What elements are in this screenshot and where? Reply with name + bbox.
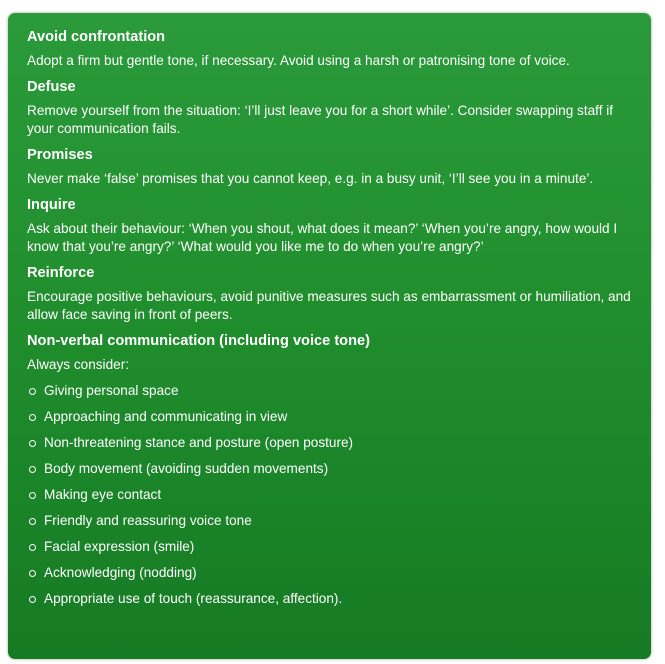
list-item-text: Body movement (avoiding sudden movements) [44,461,329,476]
section-text-defuse: Remove yourself from the situation: ‘I’ll just leave you for a short while’. Consider swapping staff if your communication fails. [27,103,614,136]
list-item [27,378,639,404]
list-item [27,482,639,508]
list-item-text: Facial expression (smile) [44,539,195,554]
section-heading-promises: Promises [27,147,93,163]
list-item [27,508,639,534]
list-item [27,430,639,456]
section-text-avoid-confrontation: Adopt a firm but gentle tone, if necessary. Avoid using a harsh or patronising tone of voice. [27,53,570,68]
section-heading-defuse: Defuse [27,79,76,95]
list-item-text: Appropriate use of touch (reassurance, affection). [44,591,343,606]
list-item-text: Friendly and reassuring voice tone [44,513,252,528]
section-heading-reinforce: Reinforce [27,265,95,281]
guidance-panel [8,13,651,659]
section-text-inquire: Ask about their behaviour: ‘When you shout, what does it mean?’ ‘When you’re angry, how would I know that you’re angry?’ ‘What would you like me to do when you’re angry?’ [27,221,618,254]
circle-bullet-icon [29,596,36,603]
list-item-text: Acknowledging (nodding) [44,565,197,580]
list-item [27,586,639,612]
section-text-reinforce: Encourage positive behaviours, avoid punitive measures such as embarrassment or humiliation, and allow face saving in front of peers. [27,289,631,322]
circle-bullet-icon [29,570,36,577]
section-heading-avoid-confrontation: Avoid confrontation [27,29,166,45]
list-item [27,560,639,586]
list-item [27,456,639,482]
list-item-text: Approaching and communicating in view [44,409,288,424]
section-heading-inquire: Inquire [27,197,76,213]
circle-bullet-icon [29,492,36,499]
circle-bullet-icon [29,544,36,551]
circle-bullet-icon [29,440,36,447]
section-heading-nonverbal: Non-verbal communication (including voice tone) [27,333,370,349]
list-item-text: Non-threatening stance and posture (open posture) [44,435,354,450]
nonverbal-list [27,378,639,612]
circle-bullet-icon [29,388,36,395]
nonverbal-intro: Always consider: [27,357,129,372]
list-item [27,534,639,560]
section-text-promises: Never make ‘false’ promises that you cannot keep, e.g. in a busy unit, ‘I’ll see you in a minute’. [27,171,594,186]
list-item-text: Making eye contact [44,487,162,502]
list-item-text: Giving personal space [44,383,179,398]
circle-bullet-icon [29,518,36,525]
list-item [27,404,639,430]
circle-bullet-icon [29,466,36,473]
circle-bullet-icon [29,414,36,421]
